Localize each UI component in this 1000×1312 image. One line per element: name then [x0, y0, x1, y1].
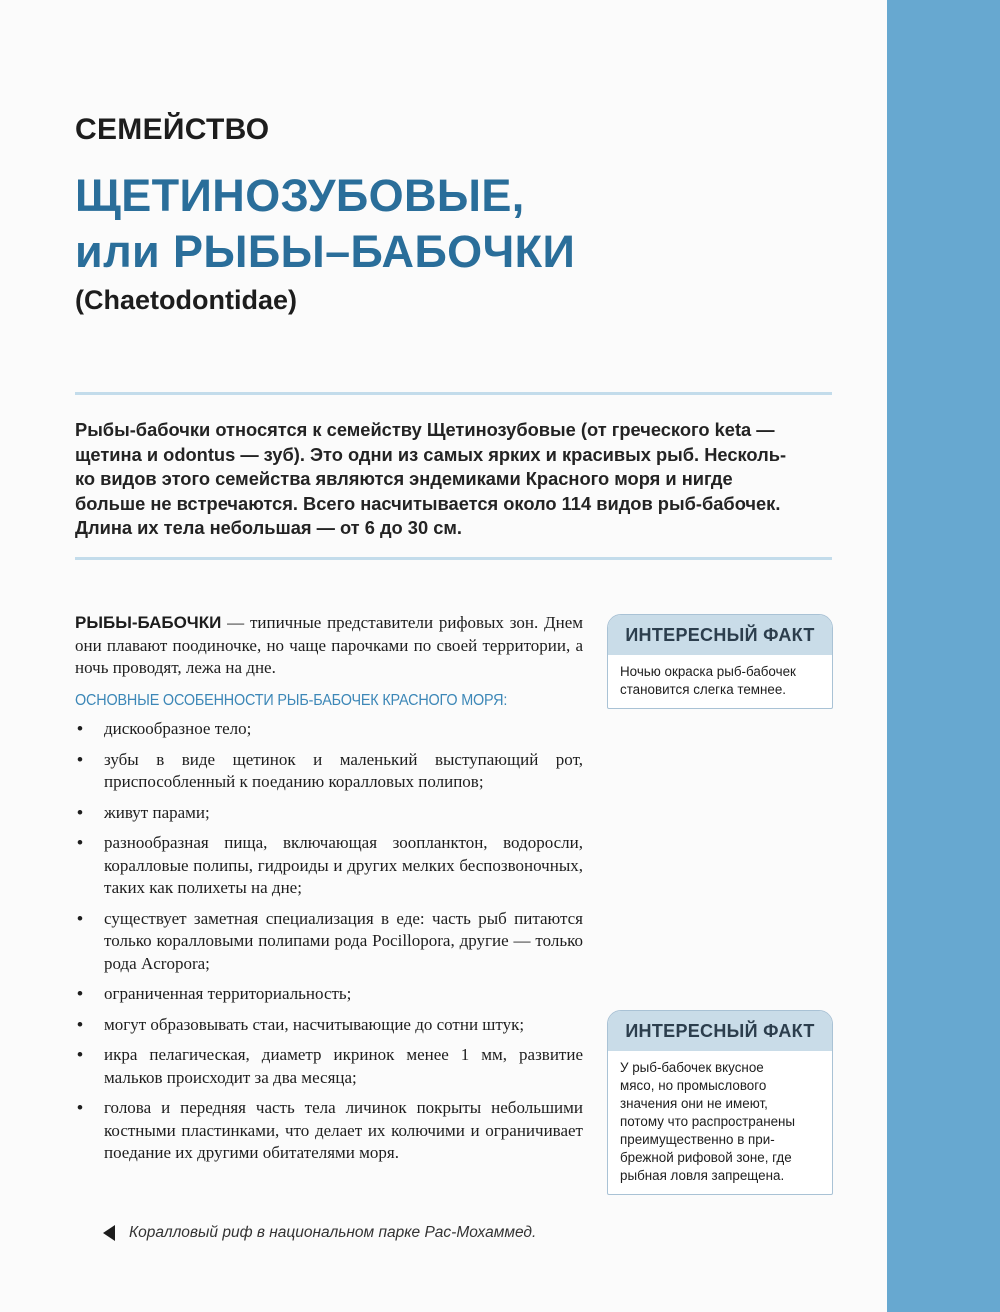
list-item — [75, 749, 583, 794]
photo-caption — [103, 1224, 536, 1242]
bullet: • — [77, 833, 83, 852]
family-label: СЕМЕЙСТВО — [75, 113, 270, 146]
bottom-divider — [75, 557, 832, 560]
bullet: • — [77, 802, 83, 822]
list-item-text: голова и передняя часть тела личинок покрыты небольшими костными пластинками, что делает их колючими и ограничивает поедание их другими обитателями моря. — [104, 1098, 583, 1162]
intro-line: щетина и odontus — зуб). Это одни из самых ярких и красивых рыб. Несколь- — [75, 443, 787, 465]
bullet: • — [77, 908, 83, 928]
bullet: • — [77, 749, 83, 769]
features-heading: ОСНОВНЫЕ ОСОБЕННОСТИ РЫБ-БАБОЧЕК КРАСНОГО МОРЯ: — [75, 691, 508, 709]
fact-heading: ИНТЕРЕСНЫЙ ФАКТ — [608, 615, 832, 655]
fact-text — [608, 1051, 832, 1194]
list-item — [75, 718, 583, 741]
body-column — [75, 612, 583, 1173]
bullet: • — [77, 1045, 83, 1064]
fact-line: рыбная ловля запрещена. — [620, 1168, 785, 1183]
list-item — [75, 1014, 583, 1037]
fact-heading: ИНТЕРЕСНЫЙ ФАКТ — [608, 1011, 832, 1051]
list-item-text: зубы в виде щетинок и маленький выступающий рот, приспособленный к поеданию коралловых полипов; — [104, 749, 583, 791]
list-item-text: ограниченная территориальность; — [104, 984, 352, 1003]
fact-line: У рыб-бабочек вкусное — [620, 1060, 764, 1075]
list-item-text: живут парами; — [104, 802, 210, 822]
intro-line: больше не встречаются. Всего насчитывается около 114 видов рыб-бабочек. — [75, 492, 781, 514]
list-item — [75, 1097, 583, 1165]
latin-name: (Chaetodontidae) — [75, 285, 297, 315]
fact-line: Ночью окраска рыб-бабочек — [620, 664, 796, 679]
list-item — [75, 908, 583, 976]
title-line: ЩЕТИНОЗУБОВЫЕ, — [75, 170, 525, 221]
fact-line: становится слегка темнее. — [620, 682, 787, 697]
intro-line: Рыбы-бабочки относятся к семейству Щетинозубовые (от греческого keta — — [75, 419, 775, 440]
lead-text: — типичные представители рифовых зон. Днем они плавают поодиночке, но чаще парочками по своей территории, а ночь проводят, лежа на дне. — [75, 613, 583, 677]
fact-line: значения они не имеют, — [620, 1096, 768, 1111]
list-item-text: икра пелагическая, диаметр икринок менее 1 мм, развитие мальков происходит за два месяца; — [104, 1045, 583, 1087]
features-list — [75, 718, 583, 1165]
bullet: • — [77, 1014, 83, 1034]
list-item-text: могут образовывать стаи, насчитывающие до сотни штук; — [104, 1014, 525, 1034]
lead-paragraph — [75, 612, 583, 680]
fact-line: мясо, но промыслового — [620, 1078, 767, 1093]
top-divider — [75, 392, 832, 395]
fact-box-tasty-meat — [607, 1010, 833, 1195]
list-item — [75, 983, 583, 1006]
lead-term: РЫБЫ-БАБОЧКИ — [75, 613, 222, 632]
list-item-text: дискообразное тело; — [104, 719, 252, 738]
intro-line: ко видов этого семейства являются эндемиками Красного моря и нигде — [75, 468, 733, 489]
list-item-text: существует заметная специализация в еде: часть рыб питаются только коралловыми полипами рода Pocillopora, другие — только рода Acropora; — [104, 908, 583, 973]
list-item — [75, 1044, 583, 1089]
fact-text — [608, 655, 832, 708]
caption-text: Коралловый риф в национальном парке Рас-Мохаммед. — [129, 1224, 537, 1241]
side-color-band — [887, 0, 1000, 1312]
bullet: • — [77, 1098, 83, 1117]
title-line: или РЫБЫ–БАБОЧКИ — [75, 226, 576, 277]
fact-line: преимущественно в при- — [620, 1132, 775, 1147]
intro-line: Длина их тела небольшая — от 6 до 30 см. — [75, 517, 462, 538]
intro-paragraph — [75, 418, 835, 541]
fact-box-night-color — [607, 614, 833, 709]
list-item — [75, 832, 583, 900]
fact-line: брежной рифовой зоне, где — [620, 1150, 792, 1165]
fact-line: потому что распространены — [620, 1114, 796, 1129]
page-title — [75, 168, 835, 280]
bullet: • — [77, 719, 83, 738]
list-item — [75, 802, 583, 825]
left-arrow-icon — [103, 1225, 115, 1241]
bullet: • — [77, 984, 83, 1003]
list-item-text: разнообразная пища, включающая зоопланктон, водоросли, коралловые полипы, гидроиды и других мелких беспозвоночных, таких как полихеты на дне; — [104, 833, 583, 897]
